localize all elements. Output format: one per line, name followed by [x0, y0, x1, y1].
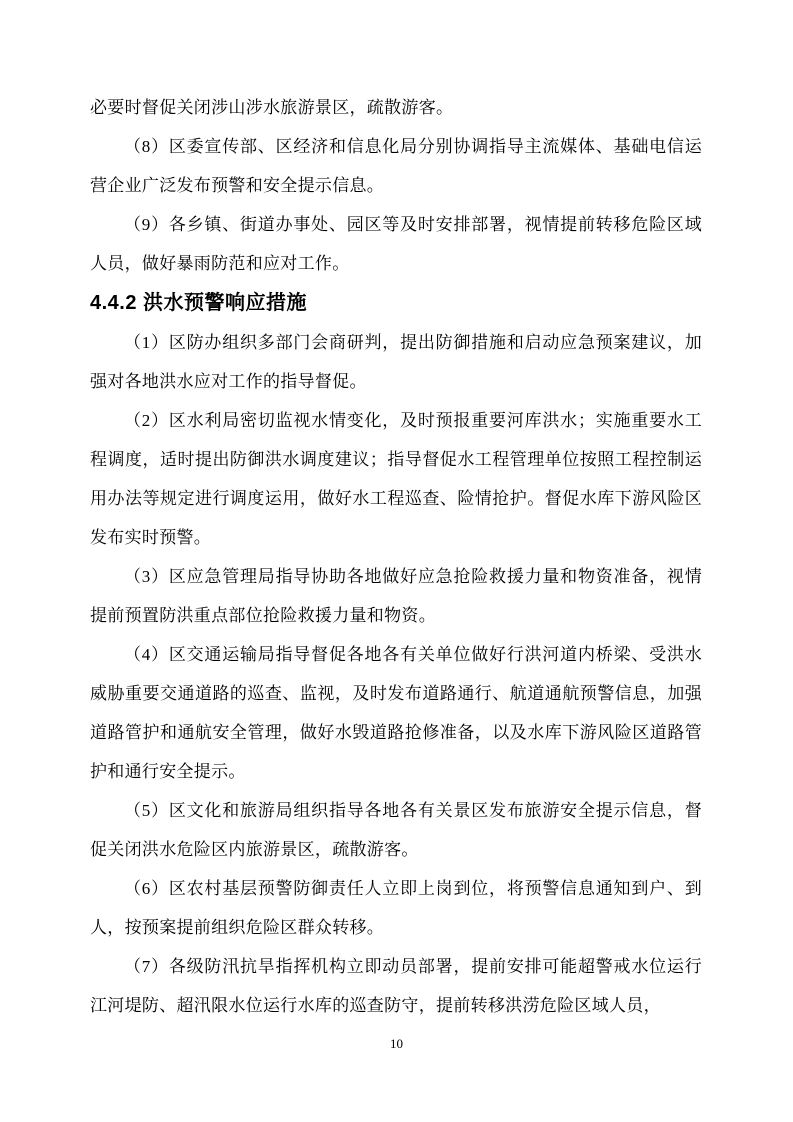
- paragraph-item-8: （8）区委宣传部、区经济和信息化局分别协调指导主流媒体、基础电信运营企业广泛发布预警和安全提示信息。: [90, 137, 702, 195]
- paragraph-item-4: （4）区交通运输局指导督促各地各有关单位做好行洪河道内桥梁、受洪水威胁重要交通道路的巡查、监视，及时发布道路通行、航道通航预警信息，加强道路管护和通航安全管理，做好水毁道路抢修准备，以及水库下游风险区道路管护和通行安全提示。: [90, 645, 702, 781]
- paragraph-item-3: （3）区应急管理局指导协助各地做好应急抢险救援力量和物资准备，视情提前预置防洪重点部位抢险救援力量和物资。: [90, 567, 702, 625]
- document-body: [90, 88, 702, 1025]
- paragraph-continuation: 必要时督促关闭涉山涉水旅游景区，疏散游客。: [90, 98, 454, 117]
- paragraph-item-5: （5）区文化和旅游局组织指导各地各有关景区发布旅游安全提示信息，督促关闭洪水危险区内旅游景区，疏散游客。: [90, 801, 702, 859]
- paragraph-item-2: （2）区水利局密切监视水情变化，及时预报重要河库洪水；实施重要水工程调度，适时提出防御洪水调度建议；指导督促水工程管理单位按照工程控制运用办法等规定进行调度运用，做好水工程巡查、险情抢护。督促水库下游风险区发布实时预警。: [90, 411, 702, 547]
- section-heading: 4.4.2 洪水预警响应措施: [90, 292, 308, 314]
- page-number: 10: [390, 1036, 403, 1051]
- paragraph-item-1: （1）区防办组织多部门会商研判，提出防御措施和启动应急预案建议，加强对各地洪水应对工作的指导督促。: [90, 333, 702, 391]
- paragraph-item-6: （6）区农村基层预警防御责任人立即上岗到位，将预警信息通知到户、到人，按预案提前组织危险区群众转移。: [90, 879, 702, 937]
- paragraph-item-7: （7）各级防汛抗旱指挥机构立即动员部署，提前安排可能超警戒水位运行江河堤防、超汛限水位运行水库的巡查防守，提前转移洪涝危险区域人员，: [90, 957, 702, 1015]
- paragraph-item-9: （9）各乡镇、街道办事处、园区等及时安排部署，视情提前转移危险区域人员，做好暴雨防范和应对工作。: [90, 215, 702, 273]
